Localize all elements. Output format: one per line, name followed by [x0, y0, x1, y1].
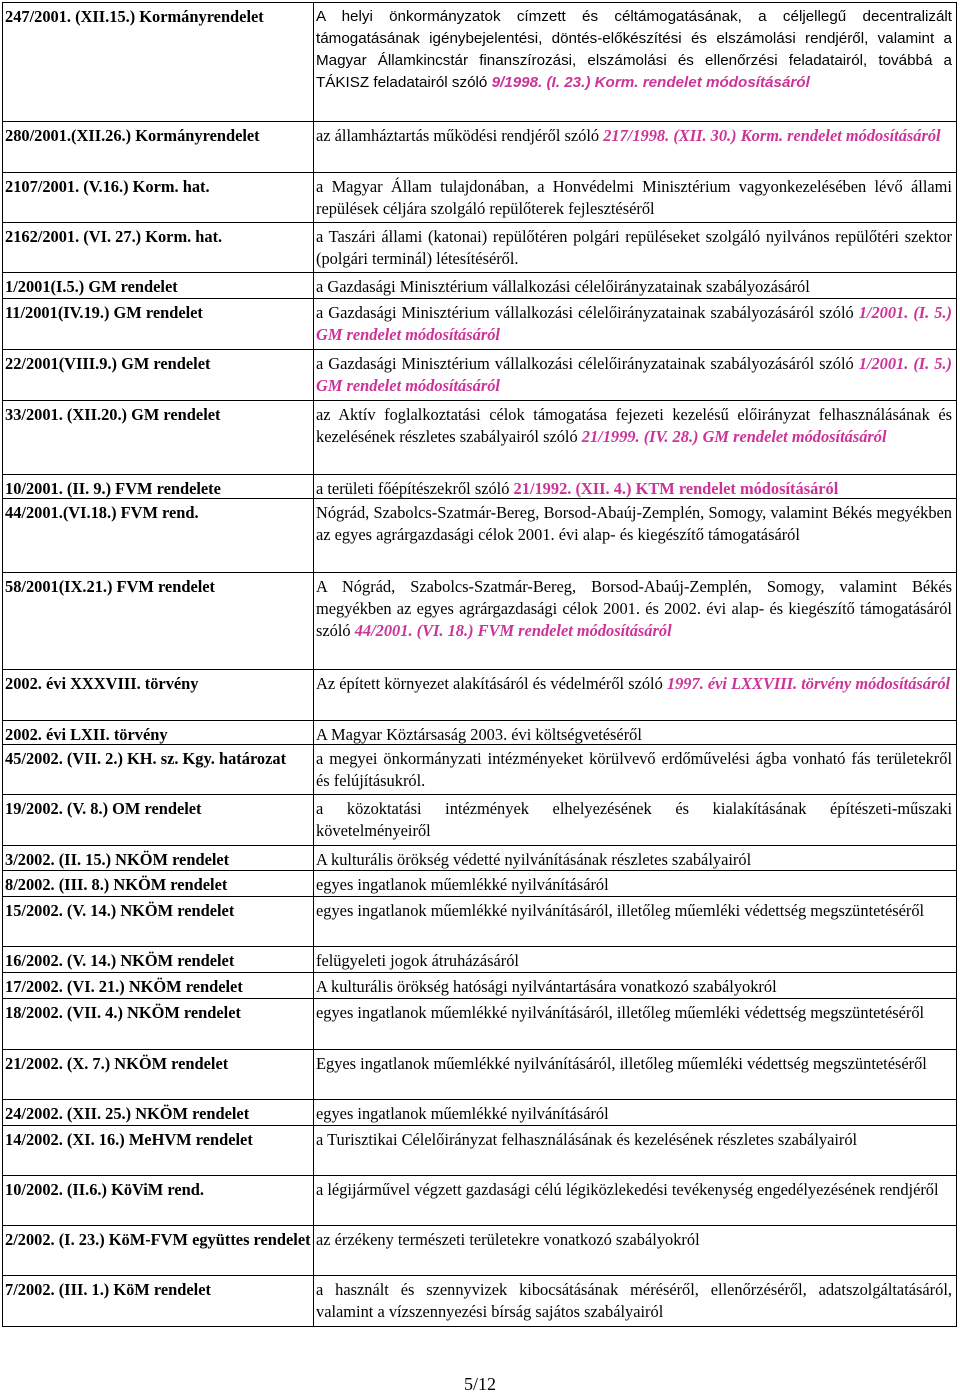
description-text: Nógrád, Szabolcs-Szatmár-Bereg, Borsod-Abaúj-Zemplén, Somogy, valamint Békés megyékben az egyes agrárgazdasági célok 2001. évi alap- és kiegészítő támogatásáról: [316, 503, 952, 544]
regulation-code: 2/2002. (I. 23.) KöM-FVM együttes rendelet: [3, 1226, 314, 1275]
regulation-code: 8/2002. (III. 8.) NKÖM rendelet: [3, 871, 314, 896]
regulation-description: [314, 795, 956, 845]
regulation-code: 22/2001(VIII.9.) GM rendelet: [3, 350, 314, 400]
page-number: 5/12: [463, 1374, 496, 1394]
regulation-code: 7/2002. (III. 1.) KöM rendelet: [3, 1276, 314, 1326]
regulation-code: 24/2002. (XII. 25.) NKÖM rendelet: [3, 1100, 314, 1125]
description-text: A helyi önkormányzatok címzett és céltámogatásának, a céljellegű decentralizált támogatásának igénybejelentési, döntés-előkészítési és elszámolási rendjéről, valamint a Magyar Államkincstár finanszírozási, elszámolási és ellenőrzési feladatairól, továbbá a TÁKISZ feladatairól szóló: [316, 8, 952, 91]
description-text: A Nógrád, Szabolcs-Szatmár-Bereg, Borsod-Abaúj-Zemplén, Somogy, valamint Békés megyékben az egyes agrárgazdasági célok 2001. és 2002. évi alap- és kiegészítő támogatásáról szóló: [316, 577, 952, 640]
regulation-code: 15/2002. (V. 14.) NKÖM rendelet: [3, 897, 314, 946]
description-text: A Magyar Köztársaság 2003. évi költségvetéséről: [316, 725, 642, 744]
regulation-description: [314, 499, 956, 572]
regulation-description: [314, 721, 956, 744]
regulation-description: [314, 122, 956, 172]
regulation-description: [314, 1176, 956, 1225]
table-row: [3, 1276, 956, 1326]
description-text: Egyes ingatlanok műemlékké nyilvánításáról, illetőleg műemléki védettség megszüntetéséről: [316, 1054, 927, 1073]
description-text: a Gazdasági Minisztérium vállalkozási célelőirányzatainak szabályozásáról: [316, 277, 810, 296]
regulation-description: [314, 299, 956, 349]
table-row: [3, 173, 956, 223]
table-row: [3, 670, 956, 721]
table-row: [3, 1176, 956, 1226]
table-row: [3, 1050, 956, 1100]
regulation-description: [314, 350, 956, 400]
table-row: [3, 1100, 956, 1126]
regulation-code: 18/2002. (VII. 4.) NKÖM rendelet: [3, 999, 314, 1049]
amended-regulation-reference: 21/1999. (IV. 28.) GM rendelet módosításáról: [581, 427, 887, 446]
regulation-description: [314, 846, 956, 870]
regulation-code: 16/2002. (V. 14.) NKÖM rendelet: [3, 947, 314, 972]
table-row: [3, 745, 956, 795]
regulation-code: 11/2001(IV.19.) GM rendelet: [3, 299, 314, 349]
table-row: [3, 897, 956, 947]
amended-regulation-reference: 44/2001. (VI. 18.) FVM rendelet módosításáról: [354, 621, 672, 640]
regulation-description: [314, 1126, 956, 1175]
table-row: [3, 499, 956, 573]
description-text: a Gazdasági Minisztérium vállalkozási célelőirányzatainak szabályozásáról szóló: [316, 354, 854, 373]
regulation-description: [314, 897, 956, 946]
regulation-description: [314, 475, 956, 498]
table-row: [3, 3, 956, 122]
regulation-code: 280/2001.(XII.26.) Kormányrendelet: [3, 122, 314, 172]
description-text: a területi főépítészekről szóló: [316, 479, 510, 498]
description-text: az államháztartás működési rendjéről szóló: [316, 126, 600, 145]
description-text: az érzékeny természeti területekre vonatkozó szabályokról: [316, 1230, 700, 1249]
regulation-code: 10/2002. (II.6.) KöViM rend.: [3, 1176, 314, 1225]
description-text: egyes ingatlanok műemlékké nyilvánításáról: [316, 875, 609, 894]
regulation-description: [314, 223, 956, 272]
regulation-code: 247/2001. (XII.15.) Kormányrendelet: [3, 3, 314, 121]
description-text: Az épített környezet alakításáról és védelméről szóló: [316, 674, 663, 693]
table-row: [3, 947, 956, 973]
regulation-code: 2002. évi XXXVIII. törvény: [3, 670, 314, 720]
regulation-code: 2162/2001. (VI. 27.) Korm. hat.: [3, 223, 314, 272]
description-text: a Turisztikai Célelőirányzat felhasználásának és kezelésének részletes szabályairól: [316, 1130, 858, 1149]
table-row: [3, 846, 956, 871]
description-text: a közoktatási intézmények elhelyezésének és kialakításának építészeti-műszaki követelményeiről: [316, 799, 952, 840]
regulation-code: 58/2001(IX.21.) FVM rendelet: [3, 573, 314, 669]
regulation-code: 2002. évi LXII. törvény: [3, 721, 314, 744]
description-text: a légijárművel végzett gazdasági célú légiközlekedési tevékenység engedélyezésének rendjéről: [316, 1180, 939, 1199]
amended-regulation-reference: 1997. évi LXXVIII. törvény módosításáról: [666, 674, 951, 693]
legislation-table: [2, 2, 957, 1327]
table-row: [3, 795, 956, 846]
regulation-description: [314, 670, 956, 720]
regulation-description: [314, 947, 956, 972]
regulation-code: 44/2001.(VI.18.) FVM rend.: [3, 499, 314, 572]
regulation-code: 45/2002. (VII. 2.) KH. sz. Kgy. határozat: [3, 745, 314, 794]
table-row: [3, 273, 956, 299]
description-text: az Aktív foglalkoztatási célok támogatása fejezeti kezelésű előirányzat felhasználásának és kezelésének részletes szabályairól szóló: [316, 405, 952, 446]
regulation-description: [314, 173, 956, 222]
amended-regulation-reference: 1/2001. (I. 5.) GM rendelet módosításáról: [316, 303, 952, 344]
regulation-description: [314, 273, 956, 298]
regulation-code: 19/2002. (V. 8.) OM rendelet: [3, 795, 314, 845]
description-text: a Magyar Állam tulajdonában, a Honvédelmi Minisztérium vagyonkezelésében lévő állami repülések céljára szolgáló repülőterek fejlesztéséről: [316, 177, 952, 218]
table-row: [3, 871, 956, 897]
regulation-code: 33/2001. (XII.20.) GM rendelet: [3, 401, 314, 474]
description-text: egyes ingatlanok műemlékké nyilvánításáról, illetőleg műemléki védettség megszüntetéséről: [316, 901, 925, 920]
regulation-code: 14/2002. (XI. 16.) MeHVM rendelet: [3, 1126, 314, 1175]
regulation-description: [314, 745, 956, 794]
table-row: [3, 122, 956, 173]
amended-regulation-reference: 217/1998. (XII. 30.) Korm. rendelet módosításáról: [603, 126, 941, 145]
amended-regulation-reference: 1/2001. (I. 5.) GM rendelet módosításáról: [316, 354, 952, 395]
regulation-description: [314, 871, 956, 896]
regulation-description: [314, 1276, 956, 1326]
regulation-code: 21/2002. (X. 7.) NKÖM rendelet: [3, 1050, 314, 1099]
table-row: [3, 721, 956, 745]
regulation-code: 3/2002. (II. 15.) NKÖM rendelet: [3, 846, 314, 870]
table-row: [3, 299, 956, 350]
description-text: A kulturális örökség hatósági nyilvántartására vonatkozó szabályokról: [316, 977, 777, 996]
regulation-description: [314, 1100, 956, 1125]
table-row: [3, 475, 956, 499]
amended-regulation-reference: 21/1992. (XII. 4.) KTM rendelet módosításáról: [513, 479, 839, 498]
table-row: [3, 1226, 956, 1276]
regulation-description: [314, 573, 956, 669]
description-text: a használt és szennyvizek kibocsátásának méréséről, ellenőrzéséről, adatszolgáltatásáról, valamint a vízszennyezési bírság sajátos szabályairól: [316, 1280, 952, 1321]
table-row: [3, 999, 956, 1050]
description-text: a Gazdasági Minisztérium vállalkozási célelőirányzatainak szabályozásáról szóló: [316, 303, 854, 322]
table-row: [3, 350, 956, 401]
regulation-description: [314, 1050, 956, 1099]
table-row: [3, 401, 956, 475]
regulation-code: 2107/2001. (V.16.) Korm. hat.: [3, 173, 314, 222]
description-text: egyes ingatlanok műemlékké nyilvánításáról, illetőleg műemléki védettség megszüntetéséről: [316, 1003, 925, 1022]
description-text: a Taszári állami (katonai) repülőtéren polgári repüléseket szolgáló nyilvános repülőtéri szektor (polgári terminál) létesítéséről.: [316, 227, 952, 268]
amended-regulation-reference: 9/1998. (I. 23.) Korm. rendelet módosításáról: [491, 74, 810, 91]
regulation-code: 17/2002. (VI. 21.) NKÖM rendelet: [3, 973, 314, 998]
table-row: [3, 223, 956, 273]
regulation-description: [314, 401, 956, 474]
regulation-code: 10/2001. (II. 9.) FVM rendelete: [3, 475, 314, 498]
regulation-description: [314, 3, 956, 121]
regulation-code: 1/2001(I.5.) GM rendelet: [3, 273, 314, 298]
regulation-description: [314, 1226, 956, 1275]
table-row: [3, 973, 956, 999]
description-text: a megyei önkormányzati intézményeket körülvevő erdőművelési ágba vonható fás területekről és felújításukról.: [316, 749, 952, 790]
table-row: [3, 573, 956, 670]
description-text: felügyeleti jogok átruházásáról: [316, 951, 519, 970]
regulation-description: [314, 999, 956, 1049]
description-text: A kulturális örökség védetté nyilvánításának részletes szabályairól: [316, 850, 752, 869]
description-text: egyes ingatlanok műemlékké nyilvánításáról: [316, 1104, 609, 1123]
table-row: [3, 1126, 956, 1176]
regulation-description: [314, 973, 956, 998]
